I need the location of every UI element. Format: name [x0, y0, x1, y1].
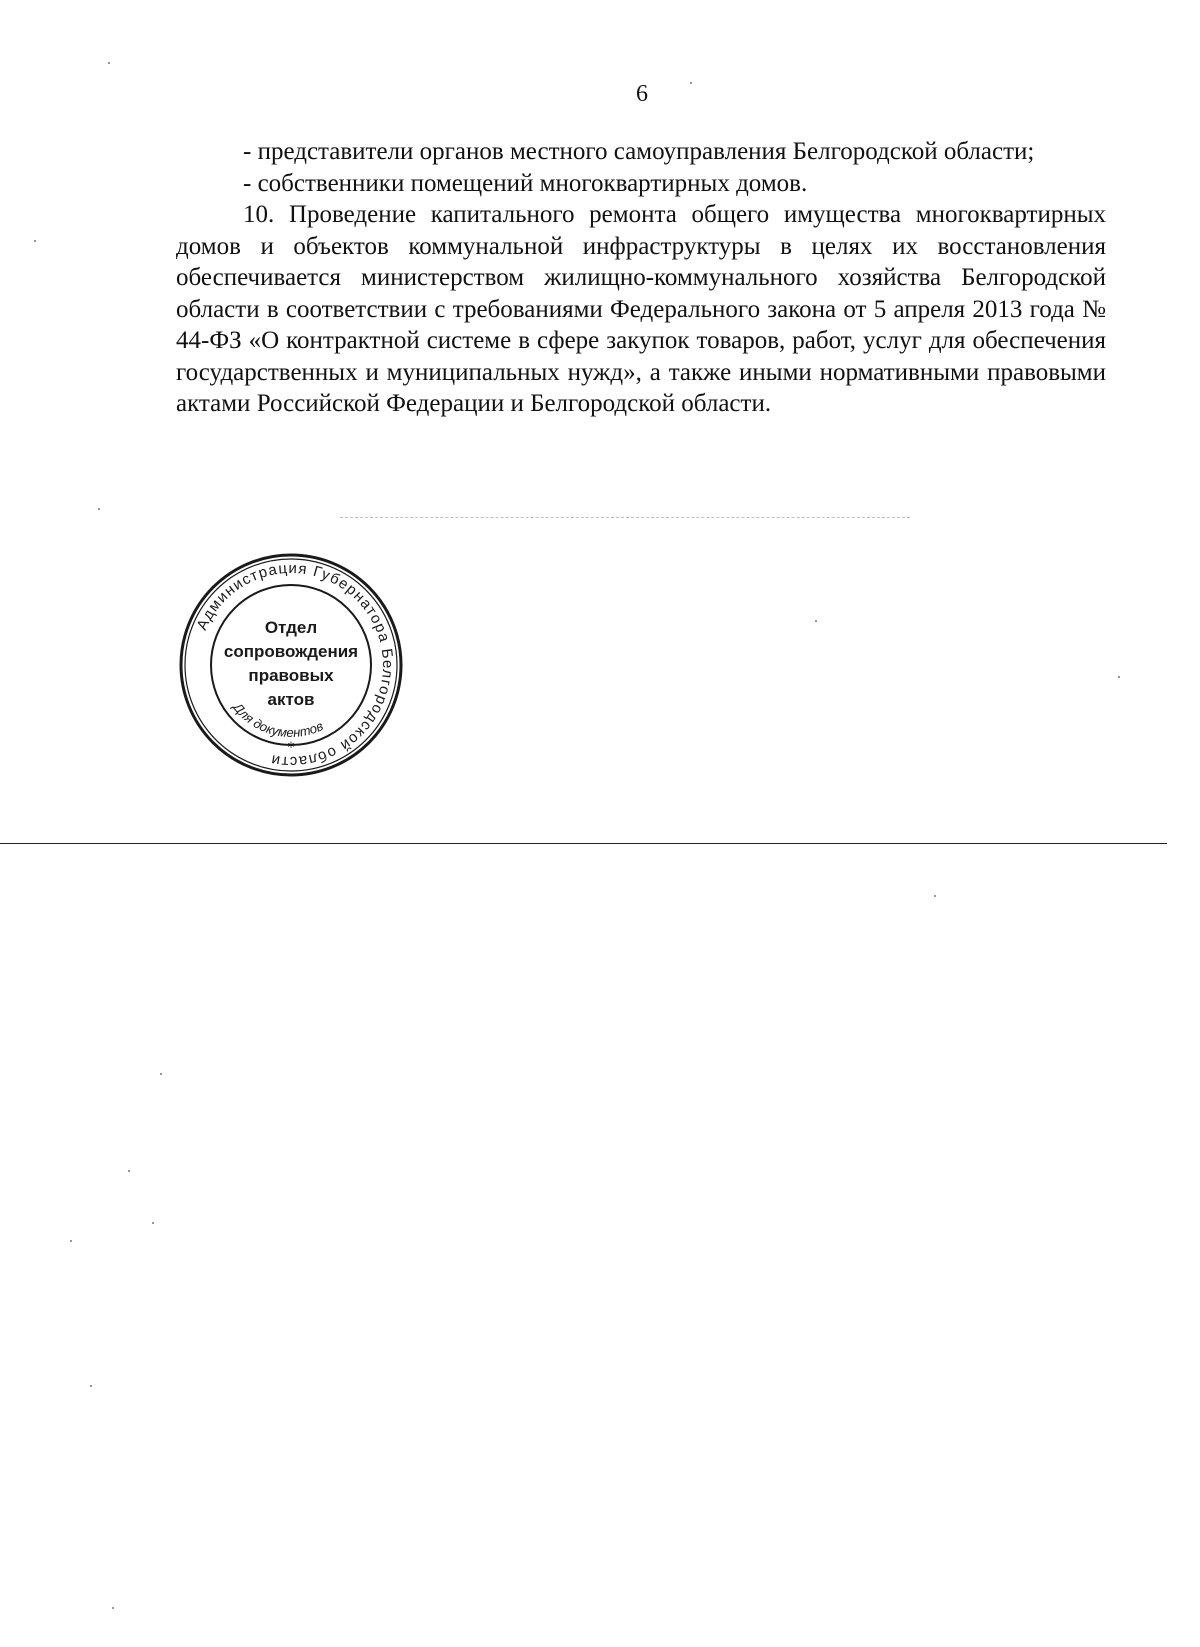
stamp-line-4: актов	[267, 690, 315, 709]
page-number: 6	[636, 81, 648, 107]
document-body	[176, 136, 1106, 420]
scan-speck	[1118, 676, 1120, 678]
stamp-line-2: сопровождения	[223, 642, 359, 661]
scan-speck	[815, 620, 817, 622]
paragraph-list-item-owners: - собственники помещений многоквартирных домов.	[243, 169, 808, 197]
stamp-center-text	[178, 616, 404, 712]
scan-speck	[152, 1222, 154, 1224]
stamp-line-1: Отдел	[264, 618, 318, 637]
paragraph-list-item-representatives: - представители органов местного самоуправления Белгородской области;	[243, 138, 1035, 165]
scan-speck	[34, 240, 36, 242]
scan-speck	[934, 895, 936, 897]
scan-speck	[98, 508, 100, 510]
scan-speck	[112, 1607, 114, 1609]
stamp-inner-text: Для документов	[230, 699, 326, 741]
stamp-star: *	[287, 740, 295, 756]
stamp-line-3: правовых	[248, 666, 334, 685]
horizontal-rule	[0, 843, 1167, 844]
scan-speck	[90, 1385, 92, 1387]
scan-speck	[108, 62, 110, 64]
stamp-outer-text: Администрация Губернатора Белгородской области	[193, 559, 397, 771]
scan-artifact-line	[340, 517, 910, 518]
scan-speck	[70, 1240, 72, 1242]
paragraph-clause-10: 10. Проведение капитального ремонта общего имущества многоквартирных домов и объектов коммунальной инфраструктуры в целях их восстановления обеспечивается министерством жилищно-коммунального хозяйства Белгородской области в соответствии с требованиями Федерального закона от 5 апреля 2013 года № 44-ФЗ «О контрактной системе в сфере закупок товаров, работ, услуг для обеспечения государственных и муниципальных нужд», а также иными нормативными правовыми актами Российской Федерации и Белгородской области.	[176, 201, 1106, 417]
scan-speck	[160, 1073, 162, 1075]
official-stamp	[178, 552, 404, 778]
scan-speck	[690, 82, 692, 84]
scan-speck	[128, 1170, 130, 1172]
